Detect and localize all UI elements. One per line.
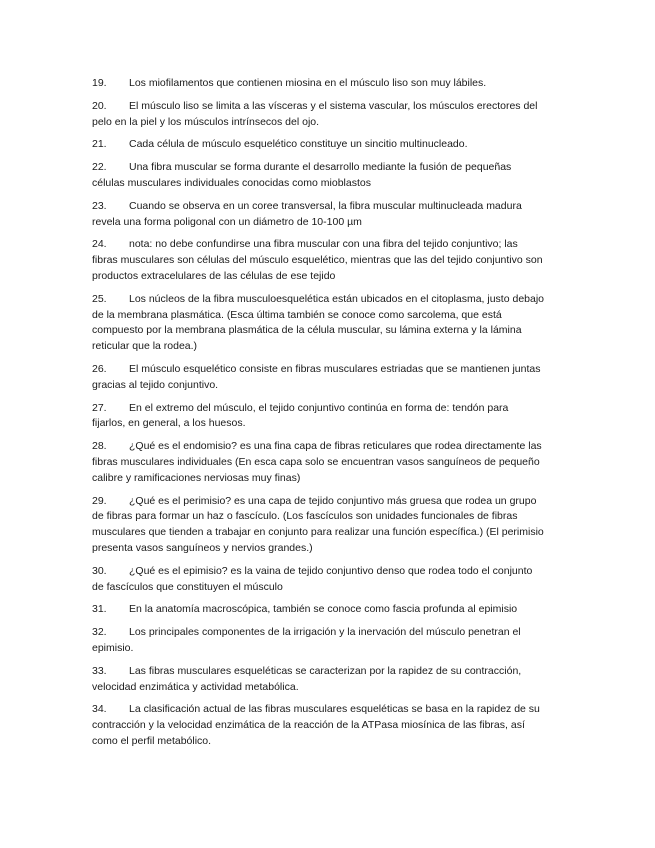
item-text: En el extremo del músculo, el tejido conjuntivo continúa en forma de: tendón para fijarlos, en general, a los huesos. bbox=[92, 401, 509, 430]
list-item bbox=[92, 237, 544, 284]
item-number: 21. bbox=[92, 138, 107, 151]
list-item bbox=[92, 439, 544, 486]
item-number: 32. bbox=[92, 626, 107, 639]
item-text: El músculo liso se limita a las vísceras y el sistema vascular, los músculos erectores del pelo en la piel y los músculos intrínsecos del ojo. bbox=[92, 99, 538, 128]
item-text: Una fibra muscular se forma durante el desarrollo mediante la fusión de pequeñas células musculares individuales conocidas como mioblastos bbox=[92, 161, 512, 189]
item-number: 31. bbox=[92, 603, 107, 616]
item-text: Las fibras musculares esqueléticas se caracterizan por la rapidez de su contracción, velocidad enzimática y actividad metabólica. bbox=[92, 664, 522, 693]
item-text: Los núcleos de la fibra musculoesquelética están ubicados en el citoplasma, justo debajo de la membrana plasmática. (Esca última también se conoce como sarcolema, que está compuesto por la membrana plasmática de la célula muscular, su lámina externa y la lámina reticular que la rodea.) bbox=[92, 292, 545, 353]
item-number: 26. bbox=[92, 362, 107, 375]
item-text: Los principales componentes de la irrigación y la inervación del músculo penetran el epimisio. bbox=[92, 626, 521, 654]
item-number: 30. bbox=[92, 564, 107, 577]
item-text: nota: no debe confundirse una fibra muscular con una fibra del tejido conjuntivo; las fibras musculares son células del músculo esquelético, mientras que las del tejido conjuntivo son productos extracelulares de las células de ese tejido bbox=[92, 238, 543, 282]
list-item bbox=[92, 401, 544, 433]
item-number: 23. bbox=[92, 199, 107, 212]
list-item bbox=[92, 625, 544, 657]
list-item bbox=[92, 564, 544, 596]
item-text: ¿Qué es el endomisio? es una fina capa de fibras reticulares que rodea directamente las fibras musculares individuales (En esca capa solo se encuentran vasos sanguíneos de pequeño calibre y ramificaciones nerviosas muy finas) bbox=[92, 440, 542, 484]
item-text: Los miofilamentos que contienen miosina en el músculo liso son muy lábiles. bbox=[129, 77, 487, 89]
list-item bbox=[92, 137, 544, 153]
item-number: 28. bbox=[92, 440, 107, 453]
item-number: 20. bbox=[92, 99, 107, 112]
item-text: La clasificación actual de las fibras musculares esqueléticas se basa en la rapidez de su contracción y la velocidad enzimática de la reacción de la ATPasa miosínica de las fibras, así como el perfil metabólico. bbox=[92, 703, 540, 747]
list-item bbox=[92, 602, 544, 618]
item-number: 24. bbox=[92, 238, 107, 251]
item-text: Cada célula de músculo esquelético constituye un sincitio multinucleado. bbox=[129, 138, 468, 151]
item-number: 19. bbox=[92, 77, 107, 89]
item-text: ¿Qué es el epimisio? es la vaina de tejido conjuntivo denso que rodea todo el conjunto de fascículos que constituyen el músculo bbox=[92, 564, 533, 593]
item-number: 29. bbox=[92, 494, 107, 507]
item-text: Cuando se observa en un coree transversal, la fibra muscular multinucleada madura revela una forma poligonal con un diámetro de 10-100 µm bbox=[92, 199, 522, 228]
numbered-list bbox=[92, 76, 544, 757]
item-text: En la anatomía macroscópica, también se conoce como fascia profunda al epimisio bbox=[129, 603, 518, 616]
list-item bbox=[92, 664, 544, 696]
item-text: El músculo esquelético consiste en fibras musculares estriadas que se mantienen juntas gracias al tejido conjuntivo. bbox=[92, 362, 541, 391]
list-item bbox=[92, 292, 544, 355]
item-number: 33. bbox=[92, 664, 107, 677]
item-number: 22. bbox=[92, 161, 107, 174]
list-item bbox=[92, 76, 544, 92]
item-number: 25. bbox=[92, 292, 107, 305]
list-item bbox=[92, 702, 544, 749]
item-number: 27. bbox=[92, 401, 107, 414]
list-item bbox=[92, 362, 544, 394]
item-text: ¿Qué es el perimisio? es una capa de tejido conjuntivo más gruesa que rodea un grupo de fibras para formar un haz o fascículo. (Los fascículos son unidades funcionales de fibras musculares que tienden a trabajar en conjunto para realizar una función específica.) (El perimisio presenta vasos sanguíneos y nervios grandes.) bbox=[92, 494, 544, 554]
item-number: 34. bbox=[92, 703, 107, 716]
list-item bbox=[92, 199, 544, 231]
list-item bbox=[92, 160, 544, 192]
list-item bbox=[92, 494, 544, 557]
list-item bbox=[92, 99, 544, 131]
